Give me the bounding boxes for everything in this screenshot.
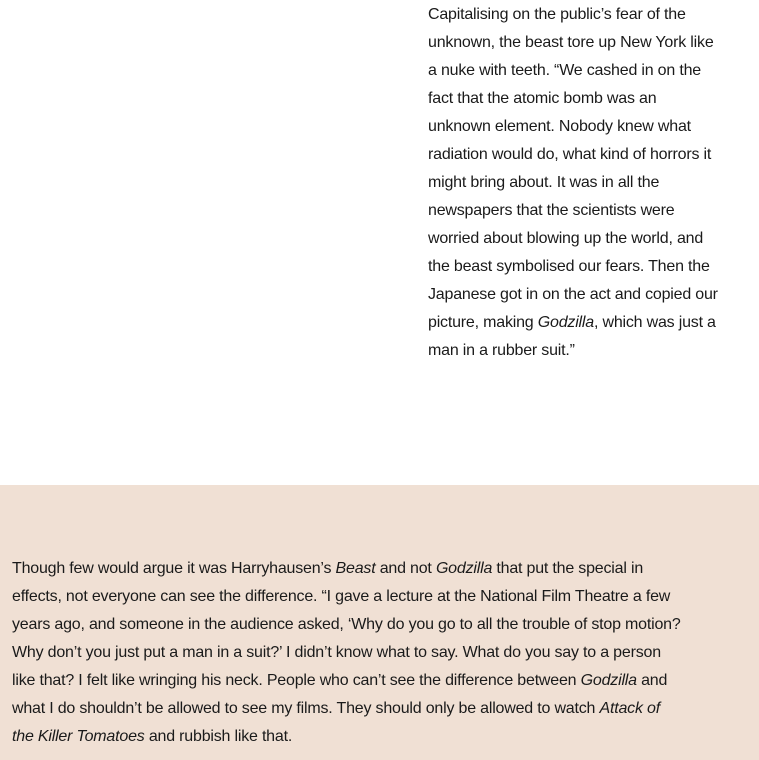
paragraph-line: effects, not everyone can see the difference. “I gave a lecture at the National Film Theatre a few [12,588,671,605]
paragraph-line [12,695,732,723]
paragraph-line: the beast symbolised our fears. Then the [428,258,710,275]
film-title: Beast [335,560,376,577]
line-text: picture, making [428,314,538,331]
line-text: like that? I felt like wringing his neck. People who can’t see the difference between [12,672,581,689]
line-text: and not [375,560,436,577]
paragraph-line: Capitalising on the public’s fear of the [428,6,686,23]
film-title: the Killer Tomatoes [12,728,145,745]
line-text: what I do shouldn’t be allowed to see my films. They should only be allowed to watch [12,700,600,717]
paragraph-line: a nuke with teeth. “We cashed in on the [428,62,701,79]
line-text: and rubbish like that. [144,728,293,745]
film-title: Godzilla [537,314,594,331]
paragraph-line: fact that the atomic bomb was an [428,90,657,107]
line-text: Though few would argue it was Harryhausen’s [12,560,336,577]
paragraph-line: years ago, and someone in the audience asked, ‘Why do you go to all the trouble of stop motion? [12,616,681,633]
paragraph-line [12,667,732,695]
paragraph-line: unknown element. Nobody knew what [428,118,691,135]
article-paragraph-bottom [12,555,732,751]
paragraph-line: man in a rubber suit.” [428,342,575,359]
paragraph-line: Japanese got in on the act and copied our [428,286,718,303]
line-text: that put the special in [492,560,644,577]
film-title: Godzilla [580,672,637,689]
highlight-section [0,485,759,760]
paragraph-line [12,555,732,583]
article-paragraph-top [428,1,746,365]
paragraph-line: might bring about. It was in all the [428,174,660,191]
line-text: , which was just a [593,314,716,331]
paragraph-line [12,723,732,751]
film-title: Attack of [599,700,660,717]
paragraph-line: newspapers that the scientists were [428,202,675,219]
paragraph-line [428,309,746,337]
paragraph-line: radiation would do, what kind of horrors it [428,146,712,163]
paragraph-line: unknown, the beast tore up New York like [428,34,714,51]
film-title: Godzilla [435,560,493,577]
paragraph-line: worried about blowing up the world, and [428,230,704,247]
paragraph-line: Why don’t you just put a man in a suit?’ I didn’t know what to say. What do you say to a person [12,644,661,661]
line-text: and [636,672,668,689]
